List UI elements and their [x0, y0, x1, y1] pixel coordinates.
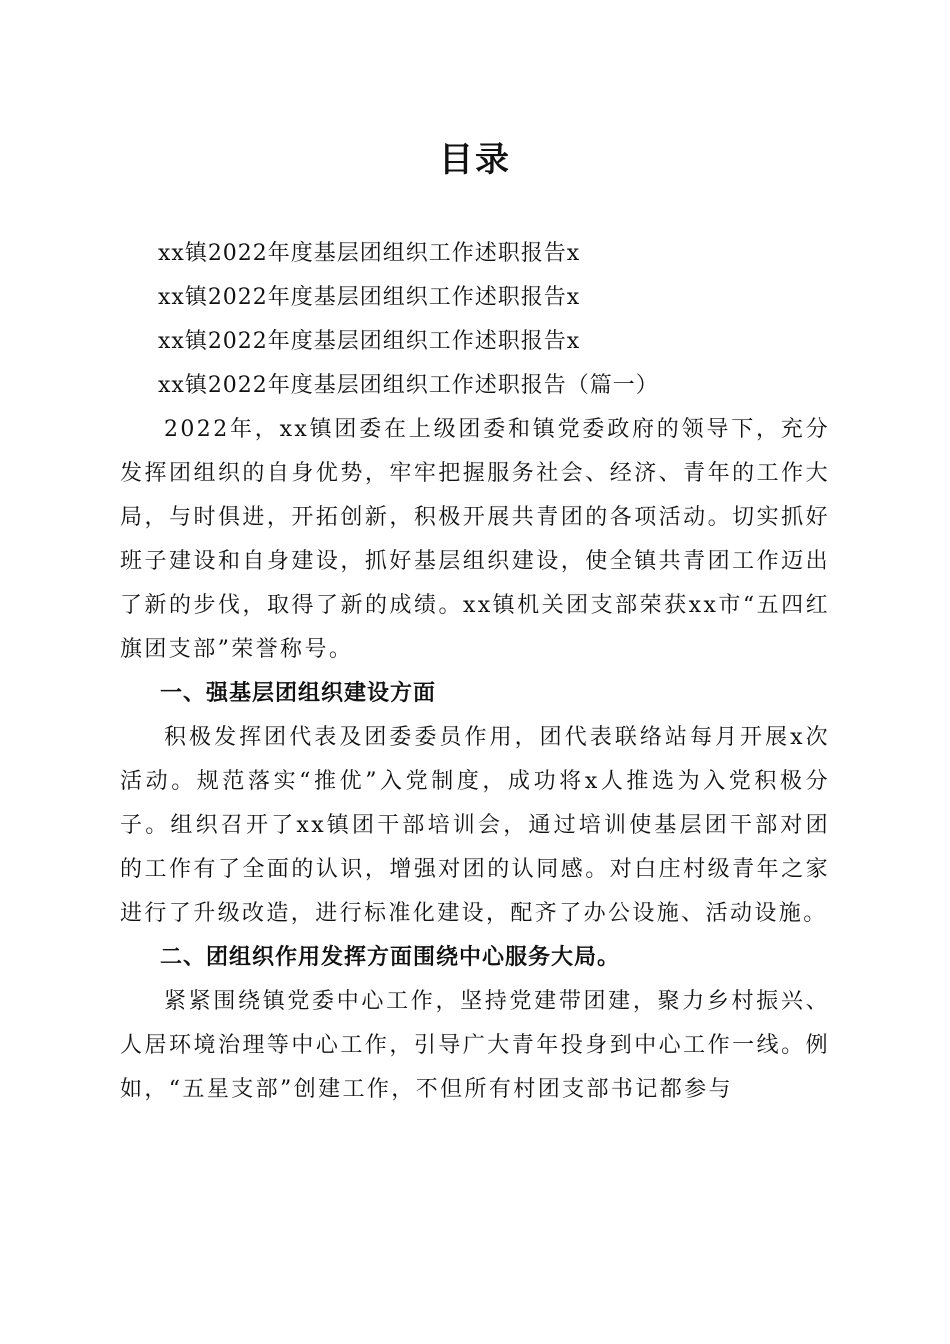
section-heading: 二、团组织作用发挥方面围绕中心服务大局。: [160, 945, 621, 970]
toc-item[interactable]: xx镇2022年度基层团组织工作述职报告x: [158, 241, 581, 266]
section-paragraph: 积极发挥团代表及团委委员作用，团代表联络站每月开展x次活动。规范落实“推优”入党制度，成功将x人推选为入党积极分子。组织召开了xx镇团干部培训会，通过培训使基层团干部对团的工作有了全面的认识，增强对团的认同感。对白庄村级青年之家进行了升级改造，进行标准化建设，配齐了办公设施、活动设施。: [120, 725, 830, 926]
section-paragraph: 紧紧围绕镇党委中心工作，坚持党建带团建，聚力乡村振兴、人居环境治理等中心工作，引导广大青年投身到中心工作一线。例如，“五星支部”创建工作，不但所有村团支部书记都参与: [120, 989, 830, 1102]
section-heading: 一、强基层团组织建设方面: [160, 681, 437, 706]
table-of-contents: [158, 232, 838, 408]
toc-item[interactable]: xx镇2022年度基层团组织工作述职报告（篇一）: [158, 373, 659, 398]
document-body: [120, 408, 830, 1112]
intro-paragraph: 2022年，xx镇团委在上级团委和镇党委政府的领导下，充分发挥团组织的自身优势，牢牢把握服务社会、经济、青年的工作大局，与时俱进，开拓创新，积极开展共青团的各项活动。切实抓好班子建设和自身建设，抓好基层组织建设，使全镇共青团工作迈出了新的步伐，取得了新的成绩。xx镇机关团支部荣获xx市“五四红旗团支部”荣誉称号。: [120, 417, 830, 662]
page-title: 目录: [439, 140, 511, 180]
toc-item[interactable]: xx镇2022年度基层团组织工作述职报告x: [158, 285, 581, 310]
toc-item[interactable]: xx镇2022年度基层团组织工作述职报告x: [158, 329, 581, 354]
